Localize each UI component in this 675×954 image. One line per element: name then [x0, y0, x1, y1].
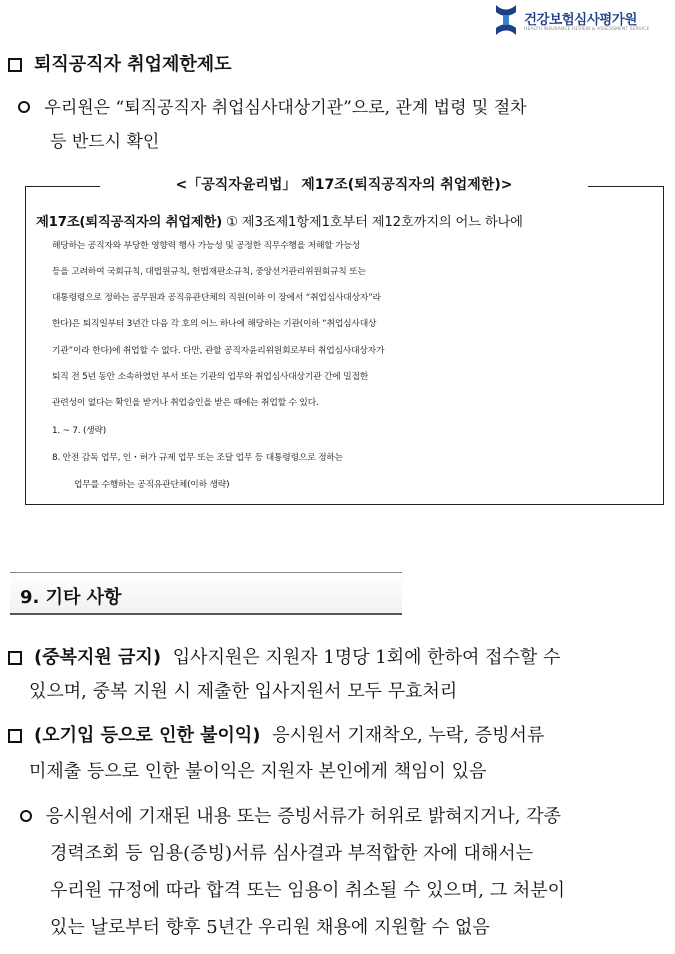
law-item-8-cont: 업무를 수행하는 공직유관단체(이하 생략): [74, 480, 230, 490]
org-subtitle: HEALTH INSURANCE REVIEW & ASSESSMENT SERVICE: [524, 27, 650, 32]
error-lead: (오기입 등으로 인한 불이익): [34, 725, 261, 746]
section9-header: [10, 572, 402, 615]
org-logo: [492, 3, 672, 39]
checkbox-square-icon: [8, 58, 22, 72]
retire-bullet-line1: 우리원은 “퇴직공직자 취업심사대상기관”으로, 관계 법령 및 절차: [44, 98, 527, 118]
circle-bullet-icon: [18, 101, 30, 113]
false-info-line2: 경력조회 등 임용(증빙)서류 심사결과 부적합한 자에 대해서는: [50, 843, 534, 864]
law-line: 대통령령으로 정하는 공무원과 공직유관단체의 직원(이하 이 장에서 “취업심사대상자”라: [52, 293, 381, 303]
law-line: 한다)은 퇴직일부터 3년간 다음 각 호의 어느 하나에 해당하는 기관(이하 “취업심사대상: [52, 319, 377, 329]
law-item-1-7: 1. ~ 7. (생략): [52, 426, 107, 436]
error-line2: 미제출 등으로 인한 불이익은 지원자 본인에게 책임이 있음: [29, 761, 487, 782]
false-info-line4: 있는 날로부터 향후 5년간 우리원 채용에 지원할 수 없음: [50, 917, 490, 938]
retire-section-title: 퇴직공직자 취업제한제도: [34, 54, 232, 75]
law-item-8: 8. 안전 감독 업무, 인・허가 규제 업무 또는 조달 업무 등 대통령령으로 정하는: [52, 453, 343, 463]
law-line-0: [36, 211, 660, 230]
law-line: 기관”이라 한다)에 취업할 수 없다. 다만, 관할 공직자윤리위원회로부터 취업심사대상자가: [52, 346, 385, 356]
dup-apply-item: [8, 643, 560, 669]
dup-apply-lead: (중복지원 금지): [34, 647, 162, 668]
checkbox-square-icon: [8, 729, 22, 743]
law-line: 퇴직 전 5년 동안 소속하였던 부서 또는 기관의 업무와 취업심사대상기관 간에 밀접한: [52, 372, 369, 382]
law-line: 등을 고려하여 국회규칙, 대법원규칙, 헌법재판소규칙, 중앙선거관리위원회규칙 또는: [52, 267, 366, 277]
false-info-line1: 응시원서에 기재된 내용 또는 증빙서류가 허위로 밝혀지거나, 각종: [45, 806, 561, 827]
error-item: [8, 721, 544, 747]
dup-apply-line2: 있으며, 중복 지원 시 제출한 입사지원서 모두 무효처리: [29, 681, 458, 702]
retire-bullet-line2: 등 반드시 확인: [50, 132, 160, 152]
section9-title: 9. 기타 사항: [20, 587, 122, 608]
error-text: 응시원서 기재착오, 누락, 증빙서류: [272, 725, 545, 746]
law-lead: 제17조(퇴직공직자의 취업제한): [36, 215, 223, 230]
retire-section-heading: [8, 50, 232, 76]
checkbox-square-icon: [8, 651, 22, 665]
law-line: 관련성이 없다는 확인을 받거나 취업승인을 받은 때에는 취업할 수 있다.: [52, 398, 319, 408]
false-info-line3: 우리원 규정에 따라 합격 또는 임용이 취소될 수 있으며, 그 처분이: [50, 880, 566, 901]
circle-bullet-icon: [20, 810, 32, 822]
law-line-0-text: ① 제3조제1항제1호부터 제12호까지의 어느 하나에: [226, 215, 523, 230]
false-info-item: [20, 802, 561, 828]
org-name: 건강보험심사평가원: [524, 12, 637, 28]
law-box-title: <「공직자윤리법」 제17조(퇴직공직자의 취업제한)>: [100, 174, 588, 194]
retire-bullet: [18, 93, 527, 118]
dup-apply-text: 입사지원은 지원자 1명당 1회에 한하여 접수할 수: [172, 647, 561, 668]
law-line: 해당하는 공직자와 부당한 영향력 행사 가능성 및 공정한 직무수행을 저해할 가능성: [52, 241, 361, 251]
hira-logo-icon: [492, 3, 520, 37]
